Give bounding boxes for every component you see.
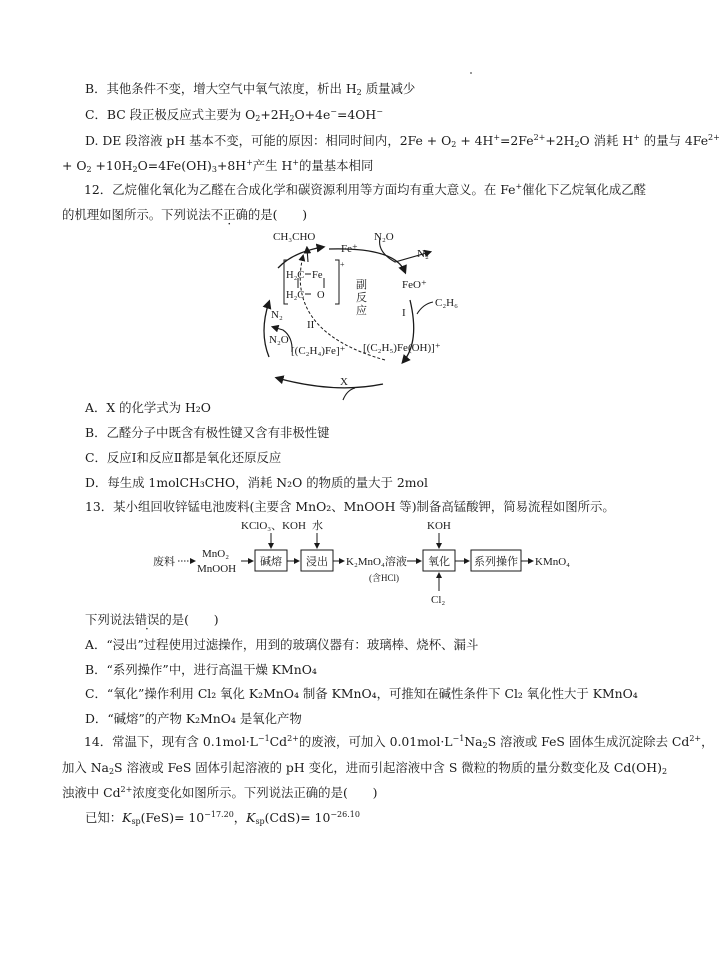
label-n2o-left: N₂O bbox=[269, 334, 289, 346]
flow-reagent3-top: KOH bbox=[427, 520, 451, 532]
label-side-reaction-1: 副 bbox=[356, 279, 367, 291]
flow-box4-label: 系列操作 bbox=[474, 556, 518, 568]
ring-h2c-bottom: H₂C bbox=[286, 290, 305, 301]
q12-stem-line1: 12．乙烷催化氧化为乙醛在合成化学和碳资源利用等方面均有重大意义。在 Fe+催化下乙烷氧化成乙醛 bbox=[84, 182, 647, 197]
flow-waste: 废料 bbox=[153, 556, 175, 568]
flow-box3-label: 氧化 bbox=[428, 556, 450, 568]
flow-mnooh: MnOOH bbox=[197, 563, 237, 575]
label-x: X bbox=[340, 376, 348, 388]
flow-intermediate: K₂MnO₄溶液 bbox=[346, 556, 407, 568]
label-side-reaction-3: 应 bbox=[356, 305, 367, 317]
q13-flow-diagram bbox=[145, 515, 585, 607]
q14-stem-line1: 14．常温下，现有含 $0.1mol\cdot L^{-1}Cd^{2+}$的废液，可加入 $0.01mol\cdot L^{-1}Na_2S$ 溶液或 FeS 固体生成沉淀除去 $Cd^{2+}$， bbox=[84, 734, 714, 750]
flow-note: (含HCl) bbox=[369, 573, 399, 583]
label-c2h6: C₂H₆ bbox=[435, 297, 458, 309]
arc-c2h4fe-to-ring bbox=[264, 302, 269, 357]
arc-ring-to-fe bbox=[278, 247, 323, 268]
flow-reagent2: 水 bbox=[312, 520, 323, 532]
q12-stem-line2: 的机理如图所示。下列说法不正确的是( ) bbox=[62, 207, 308, 222]
q13-option-a: A．“浸出”过程使用过滤操作，用到的玻璃仪器有：玻璃棒、烧杯、漏斗 bbox=[85, 637, 479, 652]
label-fe-plus: Fe⁺ bbox=[341, 243, 358, 255]
label-intermediate-left: [(C₂H₄)Fe]⁺ bbox=[291, 345, 346, 357]
ring-charge: + bbox=[340, 260, 345, 269]
label-n2-top: N₂ bbox=[417, 248, 429, 260]
flow-box1-label: 碱熔 bbox=[260, 556, 282, 568]
c2h6-in bbox=[417, 302, 433, 314]
label-n2-left: N₂ bbox=[271, 309, 283, 321]
emphasis-not-correct: 不正确 bbox=[210, 207, 248, 222]
q11-option-b: B．其他条件不变，增大空气中氧气浓度，析出 $H_2$ 质量减少 bbox=[85, 81, 416, 97]
q14-stem-line2: 加入 $Na_2S$ 溶液或 FeS 固体引起溶液的 pH 变化，进而引起溶液中含 S 微粒的物质的量分数变化及 $Cd(OH)_2$ bbox=[62, 760, 668, 776]
ring-fe: Fe bbox=[312, 270, 323, 281]
flow-reagent3-bottom: Cl₂ bbox=[431, 594, 446, 606]
q12-mechanism-diagram bbox=[255, 222, 500, 390]
flow-mno2: MnO₂ bbox=[202, 548, 230, 560]
q11-option-d-line2: + $O_2 +10H_2O=4Fe(OH)_3+8H^+$产生 H+的量基本相同 bbox=[62, 158, 374, 174]
q12-option-a: A．X 的化学式为 H₂O bbox=[85, 400, 211, 415]
ring-h2c-top: H₂C bbox=[286, 270, 305, 281]
ring-bracket-right bbox=[335, 260, 339, 304]
q12-option-b: B．乙醛分子中既含有极性键又含有非极性键 bbox=[85, 425, 330, 440]
emphasis-wrong: 错误 bbox=[134, 612, 160, 627]
q13-stem: 13．某小组回收锌锰电池废料(主要含 MnO₂、MnOOH 等)制备高锰酸钾，简易流程如图所示。 bbox=[85, 499, 615, 514]
q13-question: 下列说法错误的是( ) bbox=[85, 612, 219, 627]
label-side-reaction-2: 反 bbox=[356, 292, 367, 304]
q13-option-b: B．“系列操作”中，进行高温干燥 KMnO₄ bbox=[85, 662, 317, 677]
label-feo-plus: FeO⁺ bbox=[402, 279, 427, 291]
q13-option-d: D．“碱熔”的产物 K₂MnO₄ 是氧化产物 bbox=[85, 711, 302, 726]
flow-product: KMnO₄ bbox=[535, 556, 571, 568]
q14-known-ksp: 已知：$K_{sp}(FeS)= 10^{-17.20}$，$K_{sp}(CdS)= 10^{-26.10}$ bbox=[85, 810, 360, 826]
arc-intermediate-to-c2h4fe bbox=[277, 378, 383, 388]
q12-option-d: D．每生成 1molCH₃CHO，消耗 N₂O 的物质的量大于 2mol bbox=[85, 475, 428, 490]
scan-speck bbox=[470, 72, 472, 74]
flow-box2-label: 浸出 bbox=[306, 556, 328, 568]
x-out bbox=[343, 388, 355, 400]
label-ch3cho: CH₃CHO bbox=[273, 231, 316, 243]
q13-option-c: C．“氧化”操作利用 Cl₂ 氧化 K₂MnO₄ 制备 KMnO₄，可推知在碱性条件下 Cl₂ 氧化性大于 KMnO₄ bbox=[85, 686, 638, 701]
q12-option-c: C．反应Ⅰ和反应Ⅱ都是氧化还原反应 bbox=[85, 450, 282, 465]
q11-option-d-line1: D. DE 段溶液 pH 基本不变，可能的原因：相同时间内，$2Fe + O_2 + 4H^+=2Fe^{2+}+2H_2O$ 消耗 H+ 的量与 $4Fe^{2+}$ bbox=[85, 133, 720, 149]
q11-option-c: C．BC 段正极反应式主要为 $O_2+2H_2O+4e^-=4OH^-$ bbox=[85, 107, 383, 123]
ring-o: O bbox=[317, 290, 325, 301]
label-step-ii: II bbox=[307, 319, 315, 331]
flow-reagent1: KClO₃、KOH bbox=[241, 520, 306, 532]
label-intermediate-right: [(C₂H₅)Fe(OH)]⁺ bbox=[363, 342, 441, 354]
label-step-i: I bbox=[402, 307, 406, 319]
q14-stem-line3: 浊液中 $Cd^{2+}$浓度变化如图所示。下列说法正确的是( ) bbox=[62, 785, 378, 800]
label-n2o-top: N₂O bbox=[374, 231, 394, 243]
